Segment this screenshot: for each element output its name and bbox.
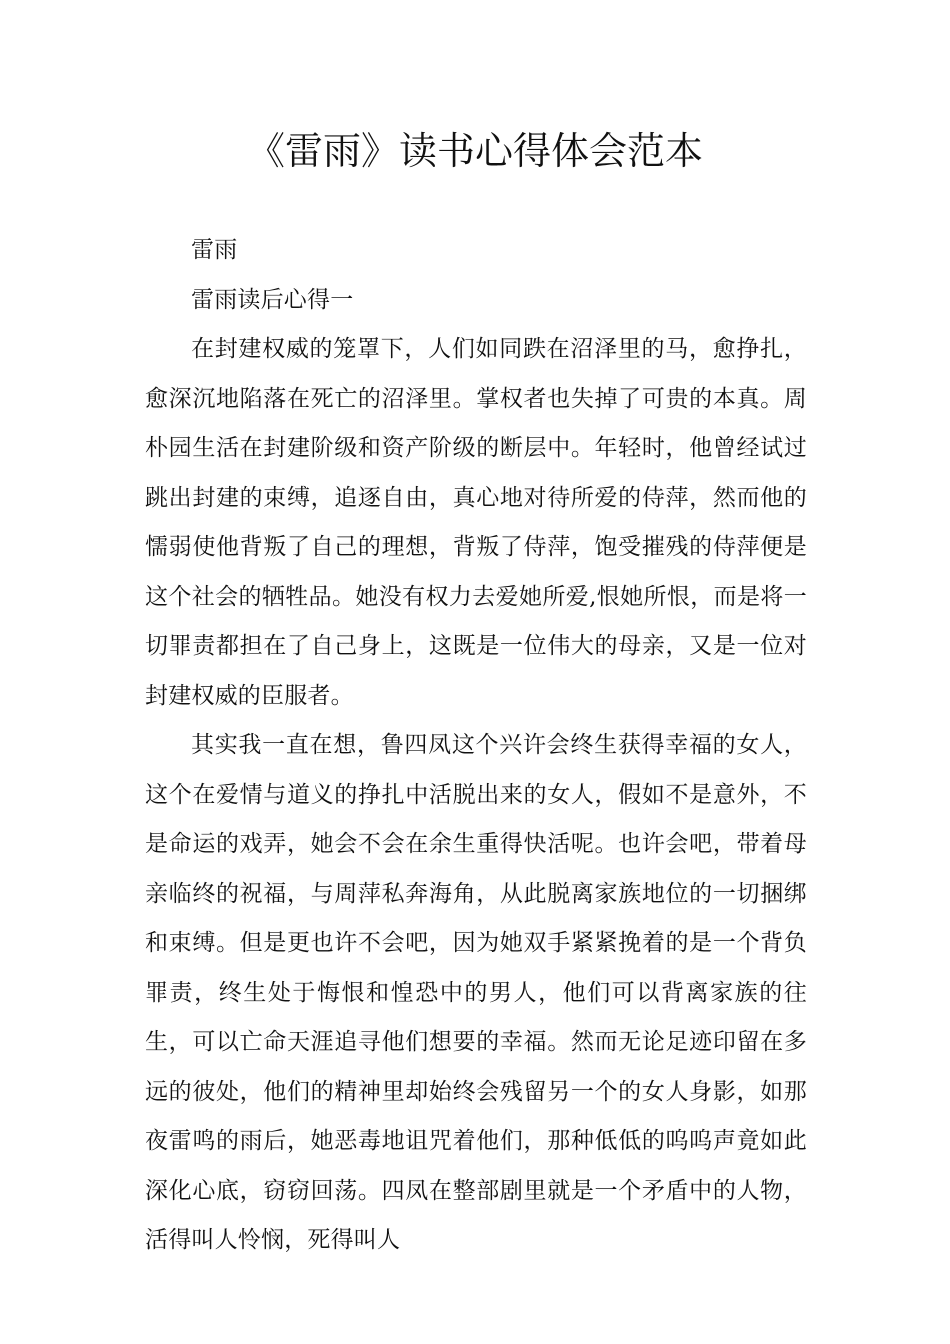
body-paragraph: 在封建权威的笼罩下，人们如同跌在沼泽里的马，愈挣扎，愈深沉地陷落在死亡的沼泽里。掌权者也失掉了可贵的本真。周朴园生活在封建阶级和资产阶级的断层中。年轻时，他曾经试过跳出封建的束缚，追逐自由，真心地对待所爱的侍萍，然而他的懦弱使他背叛了自己的理想，背叛了侍萍，饱受摧残的侍萍便是这个社会的牺牲品。她没有权力去爱她所爱,恨她所恨，而是将一切罪责都担在了自己身上，这既是一位伟大的母亲，又是一位对封建权威的臣服者。 <box>145 336 807 709</box>
body-paragraph: 其实我一直在想，鲁四凤这个兴许会终生获得幸福的女人，这个在爱情与道义的挣扎中活脱出来的女人，假如不是意外，不是命运的戏弄，她会不会在余生重得快活呢。也许会吧，带着母亲临终的祝福，与周萍私奔海角，从此脱离家族地位的一切捆绑和束缚。但是更也许不会吧，因为她双手紧紧挽着的是一个背负罪责，终生处于悔恨和惶恐中的男人，他们可以背离家族的往生，可以亡命天涯追寻他们想要的幸福。然而无论足迹印留在多远的彼处，他们的精神里却始终会残留另一个的女人身影，如那夜雷鸣的雨后，她恶毒地诅咒着他们，那种低低的呜呜声竟如此深化心底，窃窃回荡。四凤在整部剧里就是一个矛盾中的人物，活得叫人怜悯，死得叫人 <box>145 732 807 1253</box>
document-body <box>145 226 807 1266</box>
section-heading-paragraph: 雷雨读后心得一 <box>191 286 354 313</box>
document-title: 《雷雨》读书心得体会范本 <box>246 129 703 173</box>
subtitle-paragraph: 雷雨 <box>191 237 238 263</box>
